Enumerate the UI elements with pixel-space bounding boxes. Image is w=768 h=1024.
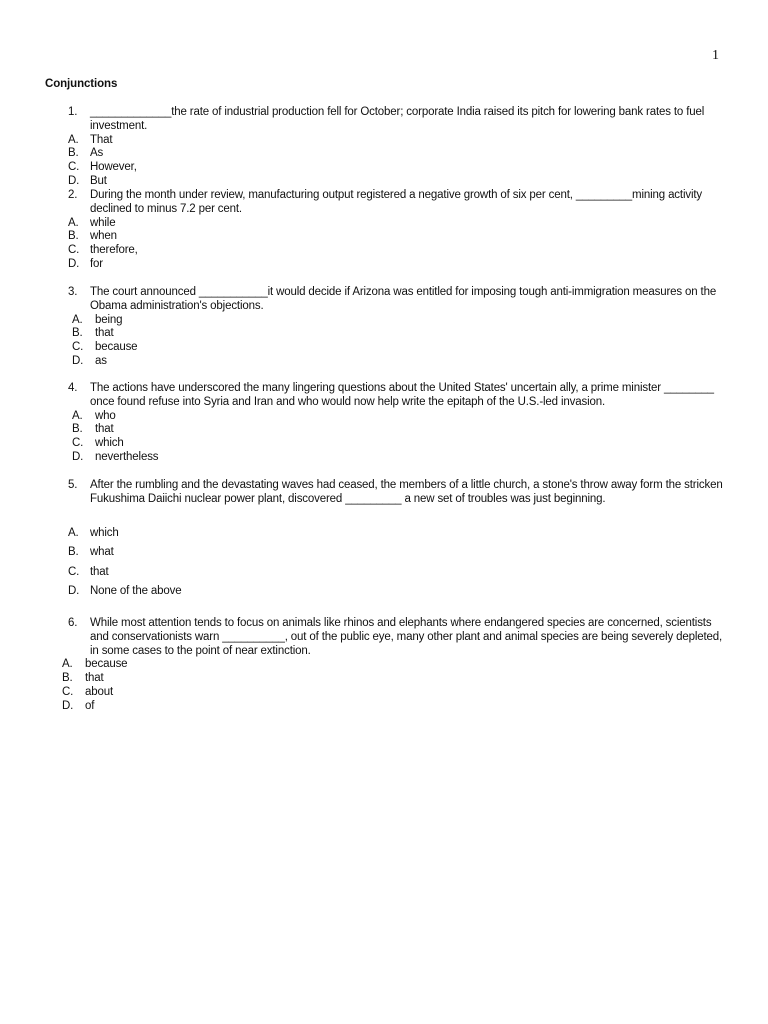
question-1 (0, 106, 730, 189)
option-c (0, 686, 730, 700)
option-c (0, 437, 730, 451)
question-number: 1. (68, 106, 78, 118)
option-letter: C. (68, 244, 80, 257)
page-title: Conjunctions (45, 78, 118, 90)
option-text: That (90, 133, 113, 146)
option-letter: D. (72, 354, 84, 367)
page-number: 1 (712, 48, 719, 63)
option-d (0, 258, 730, 272)
option-letter: B. (68, 147, 79, 160)
option-text: However, (90, 161, 137, 174)
question-6 (0, 617, 730, 714)
option-text: But (90, 174, 107, 187)
question-2 (0, 189, 730, 272)
option-text: that (95, 423, 114, 436)
option-letter: C. (72, 341, 84, 354)
option-letter: D. (72, 450, 84, 463)
option-letter: A. (68, 216, 79, 229)
question-number: 6. (68, 617, 78, 629)
option-b (0, 327, 730, 341)
option-letter: C. (68, 565, 80, 578)
option-b (0, 230, 730, 244)
option-letter: C. (68, 161, 80, 174)
option-letter: C. (62, 685, 74, 698)
option-letter: B. (68, 546, 79, 559)
option-a (0, 134, 730, 148)
question-4 (0, 382, 730, 465)
option-text: because (85, 658, 128, 671)
option-text: for (90, 257, 103, 270)
option-letter: B. (72, 327, 83, 340)
option-letter: A. (72, 313, 83, 326)
option-letter: B. (68, 230, 79, 243)
option-d (0, 355, 730, 369)
option-text: being (95, 313, 123, 326)
option-letter: A. (68, 133, 79, 146)
option-b (0, 672, 730, 686)
question-text: During the month under review, manufacturing output registered a negative growth of six per cent, _________mining activity declined to minus 7.2 per cent. (90, 189, 703, 215)
option-letter: A. (62, 658, 73, 671)
option-letter: D. (68, 585, 80, 598)
question-number: 4. (68, 382, 78, 394)
option-letter: C. (72, 437, 84, 450)
question-number: 2. (68, 189, 78, 201)
option-c (0, 161, 730, 175)
question-text: The court announced ___________it would decide if Arizona was entitled for imposing tough anti-immigration measures on the Obama administration's objections. (90, 286, 717, 312)
option-b (0, 546, 730, 566)
option-text: that (90, 565, 109, 578)
option-text: which (90, 526, 119, 539)
question-text: After the rumbling and the devastating waves had ceased, the members of a little church, a stone's throw away form the stricken Fukushima Daiichi nuclear power plant, discovered _________ a new set of troubles was just beginning. (90, 479, 723, 505)
option-b (0, 423, 730, 437)
option-d (0, 700, 730, 714)
option-letter: D. (68, 174, 80, 187)
option-a (0, 658, 730, 672)
option-letter: D. (68, 257, 80, 270)
question-text: The actions have underscored the many lingering questions about the United States' uncertain ally, a prime minister ________ once found refuse into Syria and Iran and who would now help write the epitaph of the U.S.-led invasion. (90, 382, 714, 408)
option-text: As (90, 147, 104, 160)
option-c (0, 244, 730, 258)
option-d (0, 585, 730, 605)
option-text: that (85, 672, 104, 685)
option-a (0, 527, 730, 547)
option-a (0, 217, 730, 231)
option-text: because (95, 341, 138, 354)
option-text: of (85, 699, 95, 712)
option-text: what (90, 546, 114, 559)
option-text: about (85, 685, 114, 698)
option-text: therefore, (90, 244, 138, 257)
option-d (0, 451, 730, 465)
option-text: nevertheless (95, 450, 159, 463)
question-text: While most attention tends to focus on animals like rhinos and elephants where endangered species are concerned, scientists and conservationists warn __________, out of the public eye, many other plant and animal species are being severely depleted, in some cases to the point of near extinction. (90, 617, 723, 657)
option-text: which (95, 437, 124, 450)
option-c (0, 341, 730, 355)
option-letter: B. (62, 672, 73, 685)
option-c (0, 566, 730, 586)
option-letter: A. (68, 526, 79, 539)
option-a (0, 410, 730, 424)
option-text: None of the above (90, 585, 182, 598)
question-3 (0, 286, 730, 369)
option-a (0, 314, 730, 328)
option-b (0, 147, 730, 161)
option-d (0, 175, 730, 189)
question-5 (0, 479, 730, 605)
option-text: while (90, 216, 116, 229)
option-text: as (95, 354, 107, 367)
question-number: 3. (68, 286, 78, 298)
option-letter: D. (62, 699, 74, 712)
option-text: when (90, 230, 117, 243)
question-number: 5. (68, 479, 78, 491)
option-letter: A. (72, 409, 83, 422)
option-text: that (95, 327, 114, 340)
option-text: who (95, 409, 116, 422)
option-letter: B. (72, 423, 83, 436)
question-text: _____________the rate of industrial production fell for October; corporate India raised its pitch for lowering bank rates to fuel investment. (90, 106, 705, 132)
